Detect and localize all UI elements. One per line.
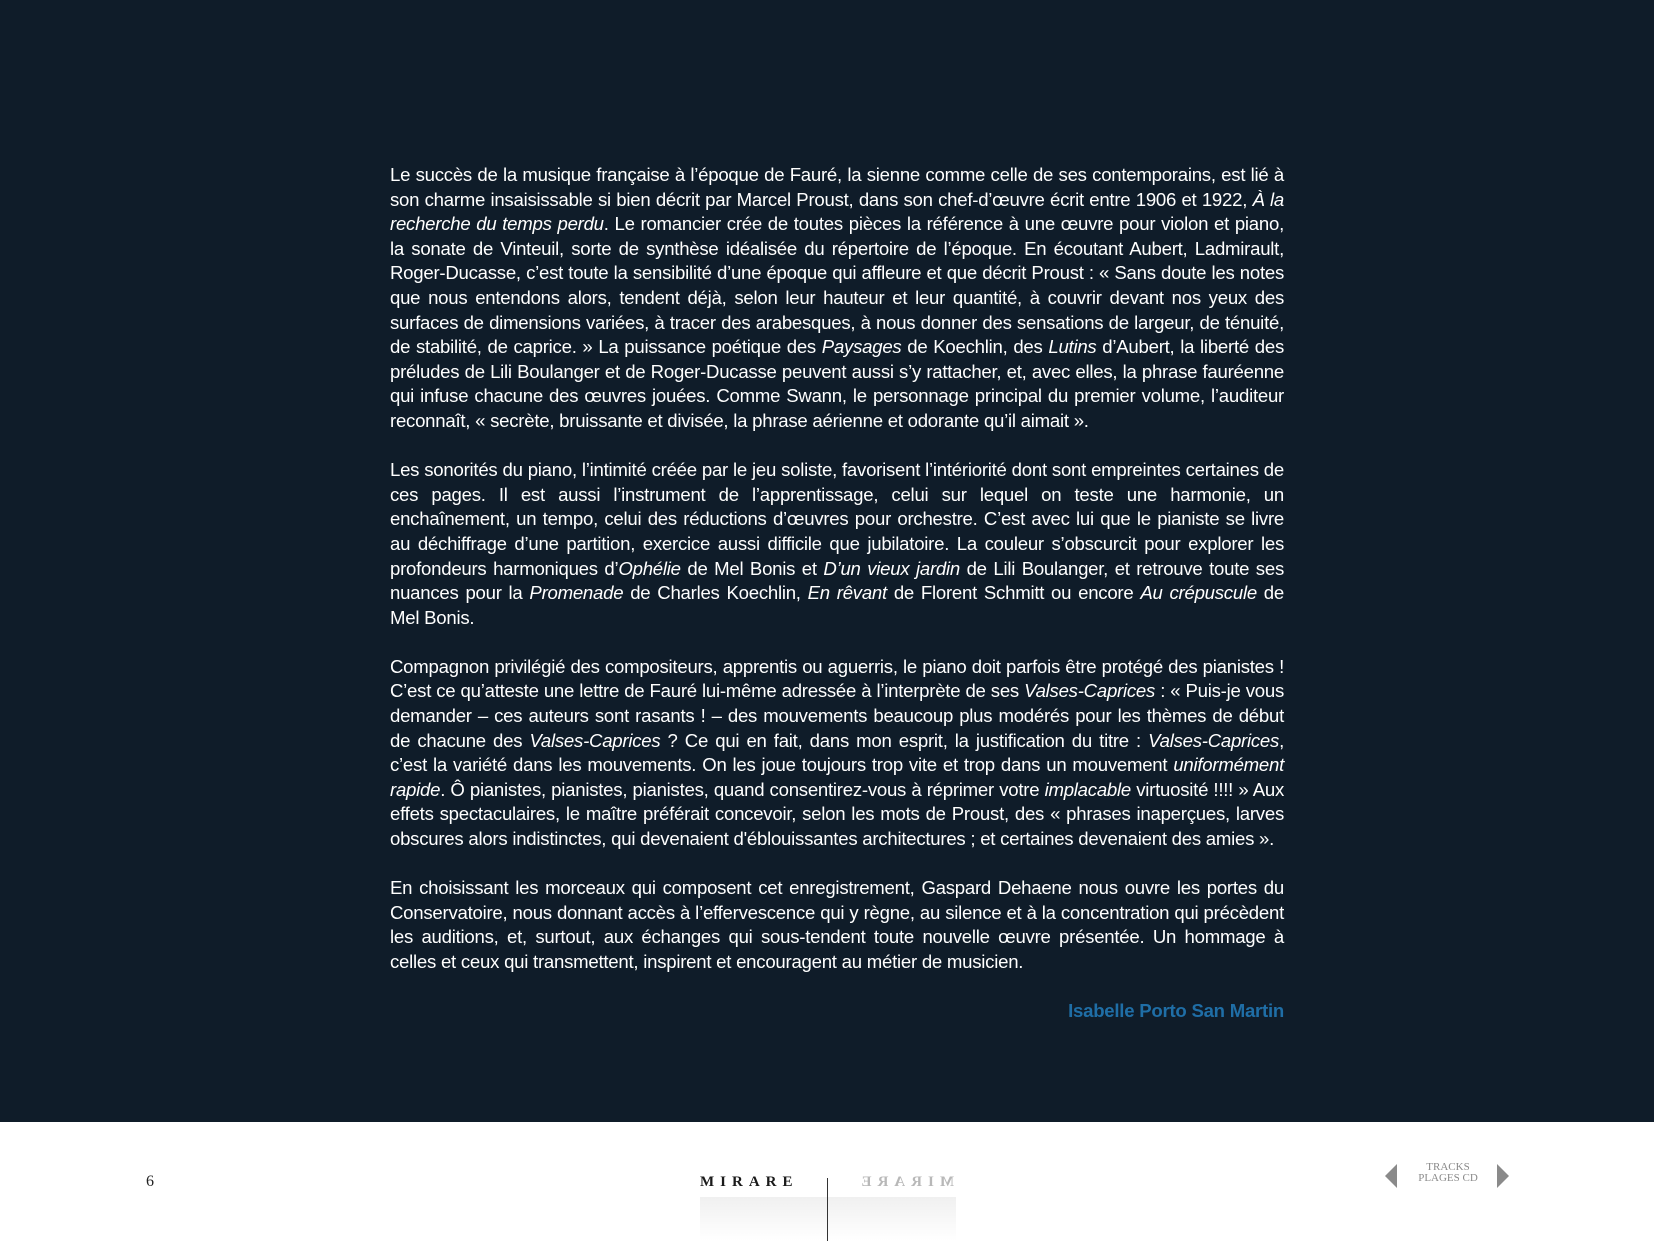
mirare-logo <box>700 1122 956 1241</box>
triangle-left-icon[interactable] <box>1385 1164 1397 1188</box>
tracks-navigation <box>1385 1162 1510 1192</box>
article-body <box>390 163 1284 1024</box>
page-number: 6 <box>146 1173 154 1190</box>
paragraph-1: Le succès de la musique française à l’époque de Fauré, la sienne comme celle de ses contemporains, est lié à son charme insaisissable si bien décrit par Marcel Proust, dans son chef-d’œuvre écrit entre 1906 et 1922, À la recherche du temps perdu. Le romancier crée de toutes pièces la référence à une œuvre pour violon et piano, la sonate de Vinteuil, sorte de synthèse idéalisée du répertoire de l’époque. En écoutant Aubert, Ladmirault, Roger-Ducasse, c’est toute la sensibilité d’une époque qui affleure et que décrit Proust : « Sans doute les notes que nous entendons alors, tendent déjà, selon leur hauteur et leur quantité, à couvrir devant nos yeux des surfaces de dimensions variées, à tracer des arabesques, à nous donner des sensations de largeur, de ténuité, de stabilité, de caprice. » La puissance poétique des Paysages de Koechlin, des Lutins d’Aubert, la liberté des préludes de Lili Boulanger et de Roger-Ducasse peuvent aussi s’y rattacher, et, avec elles, la phrase fauréenne qui infuse chacune des œuvres jouées. Comme Swann, le personnage principal du premier volume, l’auditeur reconnaît, « secrète, bruissante et divisée, la phrase aérienne et odorante qu’il aimait ». <box>390 164 1284 431</box>
tracks-link[interactable] <box>1405 1162 1491 1184</box>
triangle-right-icon[interactable] <box>1497 1164 1509 1188</box>
footer-bar <box>0 1122 1654 1241</box>
plages-cd-label: PLAGES CD <box>1418 1172 1478 1184</box>
author-signature: Isabelle Porto San Martin <box>1068 1000 1284 1022</box>
logo-divider <box>827 1178 828 1241</box>
tracks-label: TRACKS <box>1426 1161 1470 1173</box>
paragraph-4: En choisissant les morceaux qui composent cet enregistrement, Gaspard Dehaene nous ouvre les portes du Conservatoire, nous donnant accès à l’effervescence qui y règne, au silence et à la concentration qui précèdent les auditions, et, surtout, aux échanges qui sous-tendent toute nouvelle œuvre présentée. Un hommage à celles et ceux qui transmettent, inspirent et encouragent au métier de musicien. <box>390 877 1284 972</box>
logo-text: MIRARE <box>700 1174 799 1190</box>
paragraph-2: Les sonorités du piano, l’intimité créée par le jeu soliste, favorisent l’intériorité dont sont empreintes certaines de ces pages. Il est aussi l’instrument de l’apprentissage, celui sur lequel on teste une harmonie, un enchaînement, un tempo, celui des réductions d’œuvres pour orchestre. C’est avec lui que le pianiste se livre au déchiffrage d’une partition, exercice aussi difficile que jubilatoire. La couleur s’obscurcit pour explorer les profondeurs harmoniques d’Ophélie de Mel Bonis et D’un vieux jardin de Lili Boulanger, et retrouve toute ses nuances pour la Promenade de Charles Koechlin, En rêvant de Florent Schmitt ou encore Au crépuscule de Mel Bonis. <box>390 459 1284 628</box>
paragraph-3: Compagnon privilégié des compositeurs, apprentis ou aguerris, le piano doit parfois être protégé des pianistes ! C’est ce qu’atteste une lettre de Fauré lui-même adressée à l’interprète de ses Valses-Caprices : « Puis-je vous demander – ces auteurs sont rasants ! – des mouvements beaucoup plus modérés pour les thèmes de début de chacune des Valses-Caprices ? Ce qui en fait, dans mon esprit, la justification du titre : Valses-Caprices, c’est la variété dans les mouvements. On les joue toujours trop vite et trop dans un mouvement uniformément rapide. Ô pianistes, pianistes, pianistes, quand consentirez-vous à réprimer votre implacable virtuosité !!!! » Aux effets spectaculaires, le maître préférait concevoir, selon les mots de Proust, des « phrases inaperçues, larves obscures alors indistinctes, qui devenaient d'éblouissantes architectures ; et certaines devenaient des amies ». <box>390 655 1284 850</box>
logo-reflection <box>700 1197 956 1241</box>
logo-text-mirrored: MIRARE <box>855 1174 954 1190</box>
